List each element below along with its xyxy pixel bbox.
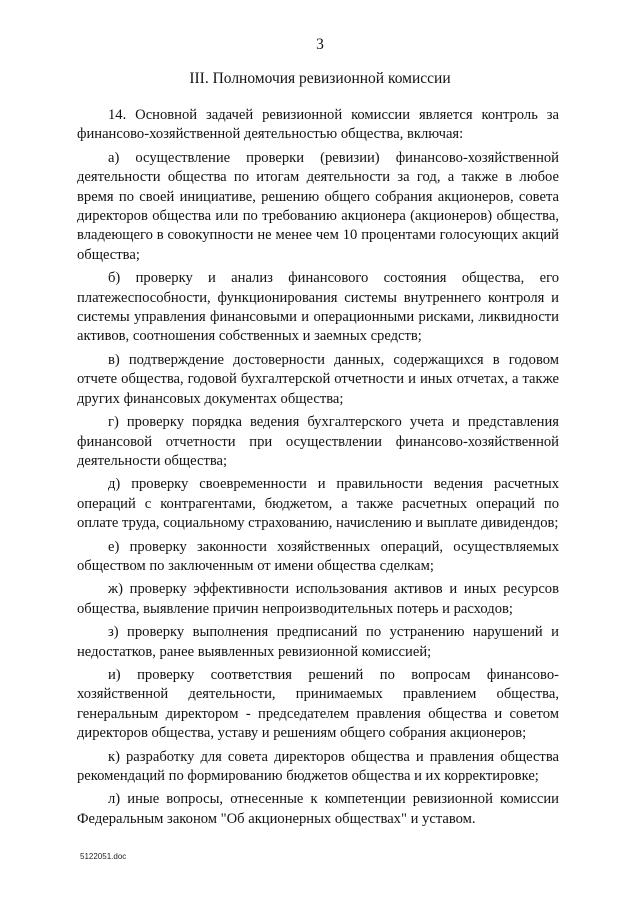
paragraph-item-a: а) осуществление проверки (ревизии) финансово-хозяйственной деятельности общества по итогам деятельности за год, а также в любое время по своей инициативе, решению общего собрания акционеров, совета директоров общества или по требованию акционера (акционеров) общества, владеющего в совокупности не менее чем 10 процентами голосующих акций общества; xyxy=(77,149,559,263)
paragraph-item-b: б) проверку и анализ финансового состояния общества, его платежеспособности, функционирования системы внутреннего контроля и системы управления финансовыми и операционными рисками, ликвидности активов, соотношения собственных и заемных средств; xyxy=(77,270,559,345)
paragraph-item-e: е) проверку законности хозяйственных операций, осуществляемых обществом по заключенным от имени общества сделкам; xyxy=(77,538,559,574)
paragraph-14-intro: 14. Основной задачей ревизионной комиссии является контроль за финансово-хозяйственной деятельностью общества, включая: xyxy=(77,107,559,143)
paragraph-item-l: л) иные вопросы, отнесенные к компетенции ревизионной комиссии Федеральным законом "Об акционерных обществах" и уставом. xyxy=(77,791,559,827)
paragraph-item-i: и) проверку соответствия решений по вопросам финансово-хозяйственной деятельности, принимаемых правлением общества, генеральным директором - председателем правления общества и советом директоров общества, уставу и решениям общего собрания акционеров; xyxy=(77,666,559,742)
page-number: 3 xyxy=(316,36,324,53)
paragraph-item-g: г) проверку порядка ведения бухгалтерского учета и представления финансовой отчетности при осуществлении финансово-хозяйственной деятельности общества; xyxy=(77,414,559,469)
paragraph-item-d: д) проверку своевременности и правильности ведения расчетных операций с контрагентами, бюджетом, а также расчетных операций по оплате труда, социальному страхованию, начислению и выплате дивидендов; xyxy=(77,476,559,532)
paragraph-item-z: з) проверку выполнения предписаний по устранению нарушений и недостатков, ранее выявленных ревизионной комиссией; xyxy=(77,624,559,660)
paragraph-item-zh: ж) проверку эффективности использования активов и иных ресурсов общества, выявление причин непроизводительных потерь и расходов; xyxy=(77,581,559,617)
footer-document-code: 5122051.doc xyxy=(80,852,127,861)
paragraph-item-k: к) разработку для совета директоров общества и правления общества рекомендаций по формированию бюджетов общества и их корректировке; xyxy=(77,748,559,784)
section-heading: III. Полномочия ревизионной комиссии xyxy=(189,70,451,87)
paragraph-item-v: в) подтверждение достоверности данных, содержащихся в годовом отчете общества, годовой бухгалтерской отчетности и иных отчетах, а также других финансовых документах общества; xyxy=(77,351,559,407)
document-body xyxy=(77,106,559,829)
